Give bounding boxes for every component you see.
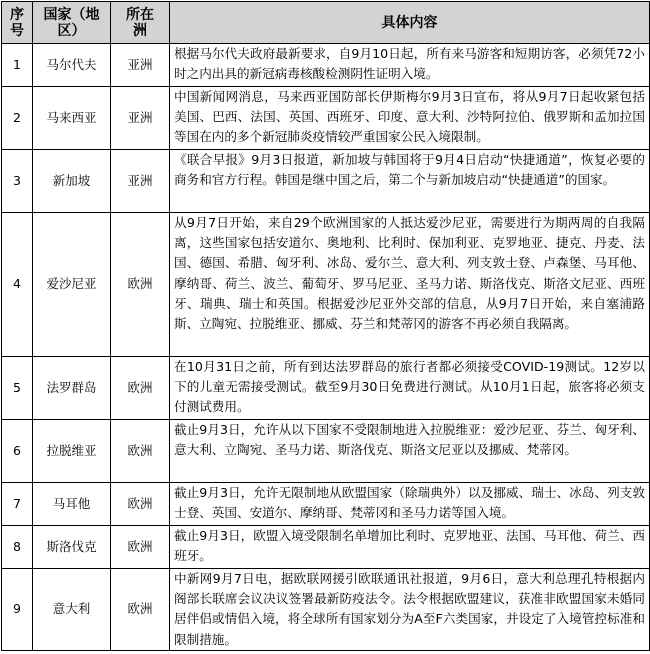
header-index: 序 号 bbox=[2, 2, 33, 44]
row-content: 截止9月3日，允许无限制地从欧盟国家（除瑞典外）以及挪威、瑞士、冰岛、列支敦士登、英国、安道尔、摩纳哥、梵蒂冈和圣马力诺等国入境。 bbox=[170, 483, 650, 526]
row-country: 爱沙尼亚 bbox=[33, 213, 111, 357]
row-continent: 欧洲 bbox=[111, 357, 170, 420]
row-index: 5 bbox=[2, 357, 33, 420]
row-content: 《联合早报》9月3日报道，新加坡与韩国将于9月4日启动“快捷通道”，恢复必要的商务和官方行程。韩国是继中国之后，第二个与新加坡启动“快捷通道”的国家。 bbox=[170, 150, 650, 213]
row-content: 从9月7日开始，来自29个欧洲国家的人抵达爱沙尼亚，需要进行为期两周的自我隔离，这些国家包括安道尔、奥地利、比利时、保加利亚、克罗地亚、捷克、丹麦、法国、德国、希腊、匈牙利、冰岛、爱尔兰、意大利、列支敦士登、卢森堡、马耳他、摩纳哥、荷兰、波兰、葡萄牙、罗马尼亚、圣马力诺、斯洛伐克、斯洛文尼亚、西班牙、瑞典、瑞士和英国。根据爱沙尼亚外交部的信息，从9月7日开始，来自塞浦路斯、立陶宛、拉脱维亚、挪威、芬兰和梵蒂冈的游客不再必须自我隔离。 bbox=[170, 213, 650, 357]
row-content: 中国新闻网消息，马来西亚国防部长伊斯梅尔9月3日宣布，将从9月7日起收紧包括美国、巴西、法国、英国、西班牙、印度、意大利、沙特阿拉伯、俄罗斯和孟加拉国等国在内的多个新冠肺炎疫情较严重国家公民入境限制。 bbox=[170, 87, 650, 150]
table-row bbox=[2, 526, 650, 569]
table-body bbox=[2, 44, 650, 651]
row-country: 斯洛伐克 bbox=[33, 526, 111, 569]
row-continent: 欧洲 bbox=[111, 526, 170, 569]
table-header bbox=[2, 2, 650, 44]
row-continent: 欧洲 bbox=[111, 420, 170, 483]
row-index: 7 bbox=[2, 483, 33, 526]
row-index: 9 bbox=[2, 569, 33, 651]
row-index: 2 bbox=[2, 87, 33, 150]
table-row bbox=[2, 87, 650, 150]
entry-restrictions-table bbox=[1, 1, 650, 651]
table-row bbox=[2, 569, 650, 651]
header-content: 具体内容 bbox=[170, 2, 650, 44]
header-country: 国家（地 区） bbox=[33, 2, 111, 44]
row-index: 1 bbox=[2, 44, 33, 87]
row-continent: 欧洲 bbox=[111, 483, 170, 526]
row-content: 根据马尔代夫政府最新要求，自9月10日起，所有来马游客和短期访客，必须凭72小时之内出具的新冠病毒核酸检测阴性证明入境。 bbox=[170, 44, 650, 87]
row-country: 马尔代夫 bbox=[33, 44, 111, 87]
row-continent: 亚洲 bbox=[111, 150, 170, 213]
row-index: 4 bbox=[2, 213, 33, 357]
row-index: 3 bbox=[2, 150, 33, 213]
row-country: 马来西亚 bbox=[33, 87, 111, 150]
row-country: 法罗群岛 bbox=[33, 357, 111, 420]
row-index: 6 bbox=[2, 420, 33, 483]
row-continent: 亚洲 bbox=[111, 44, 170, 87]
row-content: 截止9月3日，欧盟入境受限制名单增加比利时、克罗地亚、法国、马耳他、荷兰、西班牙。 bbox=[170, 526, 650, 569]
row-continent: 亚洲 bbox=[111, 87, 170, 150]
table-row bbox=[2, 150, 650, 213]
row-continent: 欧洲 bbox=[111, 213, 170, 357]
row-country: 新加坡 bbox=[33, 150, 111, 213]
row-country: 拉脱维亚 bbox=[33, 420, 111, 483]
table-row bbox=[2, 357, 650, 420]
row-index: 8 bbox=[2, 526, 33, 569]
table-row bbox=[2, 213, 650, 357]
row-content: 截止9月3日，允许从以下国家不受限制地进入拉脱维亚：爱沙尼亚、芬兰、匈牙利、意大利、立陶宛、圣马力诺、斯洛伐克、斯洛文尼亚以及挪威、梵蒂冈。 bbox=[170, 420, 650, 483]
table-row bbox=[2, 44, 650, 87]
row-continent: 欧洲 bbox=[111, 569, 170, 651]
table-row bbox=[2, 420, 650, 483]
row-content: 中新网9月7日电，据欧联网援引欧联通讯社报道，9月6日，意大利总理孔特根据内阁部长联席会议决议签署最新防疫法令。法令根据欧盟建议，获准非欧盟国家未婚同居伴侣或情侣入境，将全球所有国家划分为A至F六类国家，并设定了入境管控标准和限制措施。 bbox=[170, 569, 650, 651]
table-row bbox=[2, 483, 650, 526]
row-country: 意大利 bbox=[33, 569, 111, 651]
row-country: 马耳他 bbox=[33, 483, 111, 526]
header-continent: 所在 洲 bbox=[111, 2, 170, 44]
row-content: 在10月31日之前，所有到达法罗群岛的旅行者都必须接受COVID-19测试。12岁以下的儿童无需接受测试。截至9月30日免费进行测试。从10月1日起，旅客将必须支付测试费用。 bbox=[170, 357, 650, 420]
header-row bbox=[2, 2, 650, 44]
